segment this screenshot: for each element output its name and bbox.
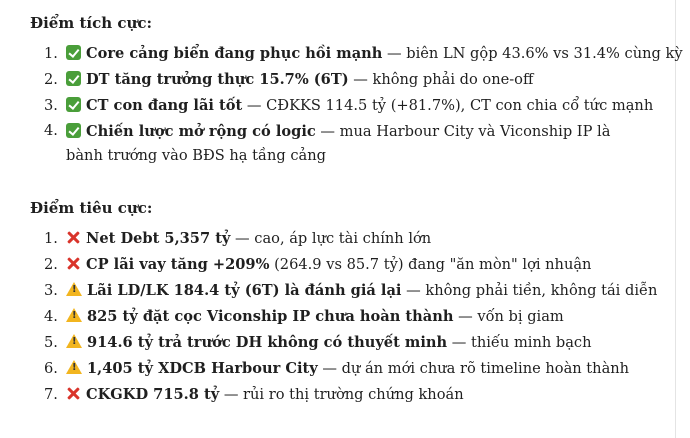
list-item [0,226,660,252]
item-bold-text: CKGKD 715.8 tỷ [86,386,220,403]
item-number: 3. [44,97,58,114]
item-text: — không phải do one-off [348,71,534,88]
item-text: — cao, áp lực tài chính lớn [230,230,432,247]
item-number: 2. [44,256,58,273]
warning-icon [66,360,82,374]
item-number: 5. [44,334,58,351]
list-item [0,119,626,169]
x-icon [66,386,81,401]
item-bold-text: CT con đang lãi tốt [86,97,243,114]
negative-list [0,226,660,408]
list-item [0,356,660,382]
item-number: 1. [44,230,58,247]
check-icon [66,71,81,86]
item-bold-text: 825 tỷ đặt cọc Viconship IP chưa hoàn thành [87,308,454,325]
warning-icon [66,334,82,348]
item-bold-text: 1,405 tỷ XDCB Harbour City [87,360,318,377]
negative-section-title: Điểm tiêu cực: [30,199,153,217]
item-text: — thiếu minh bạch [447,334,592,351]
list-item [0,382,660,408]
check-icon [66,45,81,60]
item-number: 3. [44,282,58,299]
item-bold-text: Net Debt 5,357 tỷ [86,230,231,247]
warning-icon [66,308,82,322]
list-item [0,304,660,330]
x-icon [66,230,81,245]
list-item [0,93,660,119]
item-text: — CĐKKS 114.5 tỷ (+81.7%), CT con chia cổ tức mạnh [242,97,654,114]
list-item [0,330,660,356]
item-bold-text: Lãi LD/LK 184.4 tỷ (6T) là đánh giá lại [87,282,402,299]
list-item [0,278,660,304]
list-item [0,41,683,67]
check-icon [66,97,81,112]
item-text: — rủi ro thị trường chứng khoán [219,386,464,403]
list-item [0,67,660,93]
item-bold-text: Chiến lược mở rộng có logic [86,123,316,140]
item-number: 6. [44,360,58,377]
check-icon [66,123,81,138]
item-bold-text: CP lãi vay tăng +209% [86,256,270,273]
item-number: 7. [44,386,58,403]
item-text: — không phải tiền, không tái diễn [401,282,658,299]
item-number: 1. [44,45,58,62]
item-text: — dự án mới chưa rõ timeline hoàn thành [317,360,630,377]
item-bold-text: Core cảng biển đang phục hồi mạnh [86,45,383,62]
item-text: — biên LN gộp 43.6% vs 31.4% cùng kỳ [382,45,683,62]
item-text: (264.9 vs 85.7 tỷ) đang "ăn mòn" lợi nhuận [269,256,592,273]
item-bold-text: 914.6 tỷ trả trước DH không có thuyết minh [87,334,448,351]
item-number: 4. [44,122,58,139]
x-icon [66,256,81,271]
item-number: 4. [44,308,58,325]
item-text: — vốn bị giam [453,308,564,325]
item-number: 2. [44,71,58,88]
list-item [0,252,660,278]
positive-list [0,41,683,169]
item-bold-text: DT tăng trưởng thực 15.7% (6T) [86,71,349,88]
warning-icon [66,282,82,296]
positive-section-title: Điểm tích cực: [30,14,153,32]
item-text: — mua Harbour City và Viconship IP là bành trướng vào BĐS hạ tầng cảng [66,123,611,164]
